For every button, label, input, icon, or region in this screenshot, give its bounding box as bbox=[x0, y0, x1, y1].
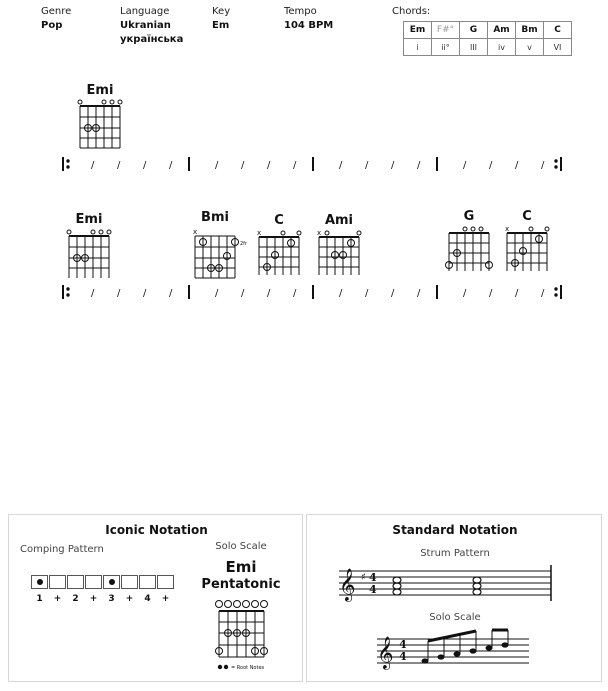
chord-cell: Am bbox=[488, 22, 516, 39]
chord-diagram-emi-2 bbox=[67, 230, 111, 278]
numeral-cell: ii° bbox=[432, 39, 460, 56]
chord-diagram-emi bbox=[78, 100, 122, 148]
strum-line-2 bbox=[63, 285, 561, 299]
scale-name-sub: Pentatonic bbox=[201, 577, 281, 592]
pattern-cell bbox=[103, 575, 120, 589]
beat-label: 2 bbox=[72, 594, 79, 604]
strum-slash: / bbox=[241, 160, 245, 171]
iconic-notation-title: Iconic Notation bbox=[105, 523, 208, 537]
chord-cell: F#° bbox=[432, 22, 460, 39]
svg-text:4: 4 bbox=[399, 650, 407, 663]
strum-slash: / bbox=[117, 288, 121, 299]
strum-slash: / bbox=[267, 288, 271, 299]
beat-label: + bbox=[53, 594, 62, 604]
pattern-cell bbox=[121, 575, 138, 589]
strum-slash: / bbox=[365, 160, 369, 171]
svg-text:♯: ♯ bbox=[361, 572, 366, 583]
chord-diagram-bmi bbox=[195, 236, 239, 278]
pattern-cell bbox=[139, 575, 156, 589]
strum-slash: / bbox=[143, 160, 147, 171]
strum-slash: / bbox=[541, 160, 545, 171]
svg-text:x: x bbox=[505, 225, 510, 233]
strum-slash: / bbox=[293, 160, 297, 171]
chord-diagram-g bbox=[446, 227, 493, 271]
svg-text:4: 4 bbox=[369, 571, 377, 584]
strum-slash: / bbox=[143, 288, 147, 299]
language-label: Language bbox=[120, 6, 170, 17]
svg-text:x: x bbox=[317, 229, 322, 237]
chord-name: Bmi bbox=[201, 210, 229, 225]
chord-name: G bbox=[463, 209, 475, 224]
chord-name: C bbox=[274, 213, 284, 228]
chord-name: Emi bbox=[75, 212, 103, 227]
strum-slash: / bbox=[489, 160, 493, 171]
iconic-notation-panel bbox=[8, 514, 303, 682]
pattern-cell bbox=[85, 575, 102, 589]
chord-diagram-c bbox=[259, 231, 301, 275]
genre-label: Genre bbox=[41, 6, 72, 17]
pattern-cell bbox=[31, 575, 48, 589]
chord-sheet-graphics bbox=[0, 0, 608, 330]
strum-slash: / bbox=[365, 288, 369, 299]
comping-pattern bbox=[31, 575, 181, 611]
scale-name: Emi bbox=[225, 558, 257, 576]
strum-slash: / bbox=[117, 160, 121, 171]
strum-slash: / bbox=[515, 288, 519, 299]
chord-cell: C bbox=[544, 22, 572, 39]
chord-name: Ami bbox=[324, 213, 354, 228]
strum-slash: / bbox=[293, 288, 297, 299]
pattern-cell bbox=[157, 575, 174, 589]
strum-slash: / bbox=[215, 160, 219, 171]
strum-slash: / bbox=[541, 288, 545, 299]
svg-text:4: 4 bbox=[369, 583, 377, 596]
key-label: Key bbox=[212, 6, 231, 17]
strum-slash: / bbox=[463, 160, 467, 171]
beat-label: + bbox=[125, 594, 134, 604]
solo-scale-label: Solo Scale bbox=[215, 541, 267, 552]
language-value-native: українська bbox=[120, 34, 184, 45]
strum-slash: / bbox=[91, 160, 95, 171]
strum-slash: / bbox=[489, 288, 493, 299]
genre-value: Pop bbox=[41, 20, 63, 31]
chord-name: C bbox=[522, 209, 532, 224]
numeral-cell: iv bbox=[488, 39, 516, 56]
numeral-cell: v bbox=[516, 39, 544, 56]
numeral-cell: VI bbox=[544, 39, 572, 56]
solo-scale-standard-label: Solo Scale bbox=[429, 612, 481, 623]
standard-notation-panel bbox=[306, 514, 602, 682]
tempo-label: Tempo bbox=[284, 6, 317, 17]
language-value: Ukranian bbox=[120, 20, 171, 31]
chord-diagram-c-2 bbox=[507, 227, 549, 271]
strum-line-1 bbox=[63, 157, 561, 171]
numeral-cell: i bbox=[404, 39, 432, 56]
chord-diagram-ami bbox=[319, 231, 361, 275]
strum-slash: / bbox=[169, 288, 173, 299]
svg-text:x: x bbox=[193, 228, 198, 236]
svg-text:𝄞: 𝄞 bbox=[377, 636, 394, 669]
beat-label: + bbox=[161, 594, 170, 604]
chord-cell: G bbox=[460, 22, 488, 39]
strum-pattern-staff bbox=[335, 563, 560, 605]
chords-label: Chords: bbox=[392, 6, 431, 17]
pattern-cell bbox=[49, 575, 66, 589]
pattern-cell bbox=[67, 575, 84, 589]
solo-scale-staff bbox=[373, 627, 533, 675]
strum-slash: / bbox=[169, 160, 173, 171]
beat-label: 4 bbox=[144, 594, 151, 604]
beat-label: 3 bbox=[108, 594, 115, 604]
tempo-value: 104 BPM bbox=[284, 20, 334, 31]
strum-pattern-label: Strum Pattern bbox=[420, 548, 490, 559]
strum-slash: / bbox=[215, 288, 219, 299]
pentatonic-scale-diagram bbox=[209, 597, 279, 671]
hit-dot bbox=[37, 579, 43, 585]
chord-cell: Bm bbox=[516, 22, 544, 39]
svg-text:4: 4 bbox=[399, 638, 407, 651]
root-note-legend: = Root Notes bbox=[231, 665, 265, 671]
strum-slash: / bbox=[417, 288, 421, 299]
strum-slash: / bbox=[267, 160, 271, 171]
beat-label: 1 bbox=[36, 594, 43, 604]
strum-slash: / bbox=[91, 288, 95, 299]
chord-cell: Em bbox=[404, 22, 432, 39]
beat-label: + bbox=[89, 594, 98, 604]
strum-slash: / bbox=[339, 288, 343, 299]
numeral-cell: III bbox=[460, 39, 488, 56]
strum-slash: / bbox=[339, 160, 343, 171]
treble-clef-icon: 𝄞 bbox=[339, 568, 356, 601]
chord-name: Emi bbox=[86, 83, 114, 98]
strum-slash: / bbox=[463, 288, 467, 299]
svg-text:x: x bbox=[257, 229, 262, 237]
strum-slash: / bbox=[417, 160, 421, 171]
fret-marker: 2fr bbox=[240, 241, 247, 247]
strum-slash: / bbox=[391, 160, 395, 171]
strum-slash: / bbox=[515, 160, 519, 171]
strum-slash: / bbox=[241, 288, 245, 299]
comping-pattern-label: Comping Pattern bbox=[20, 544, 104, 555]
standard-notation-title: Standard Notation bbox=[392, 523, 518, 537]
key-value: Em bbox=[212, 20, 230, 31]
strum-slash: / bbox=[391, 288, 395, 299]
hit-dot bbox=[109, 579, 115, 585]
